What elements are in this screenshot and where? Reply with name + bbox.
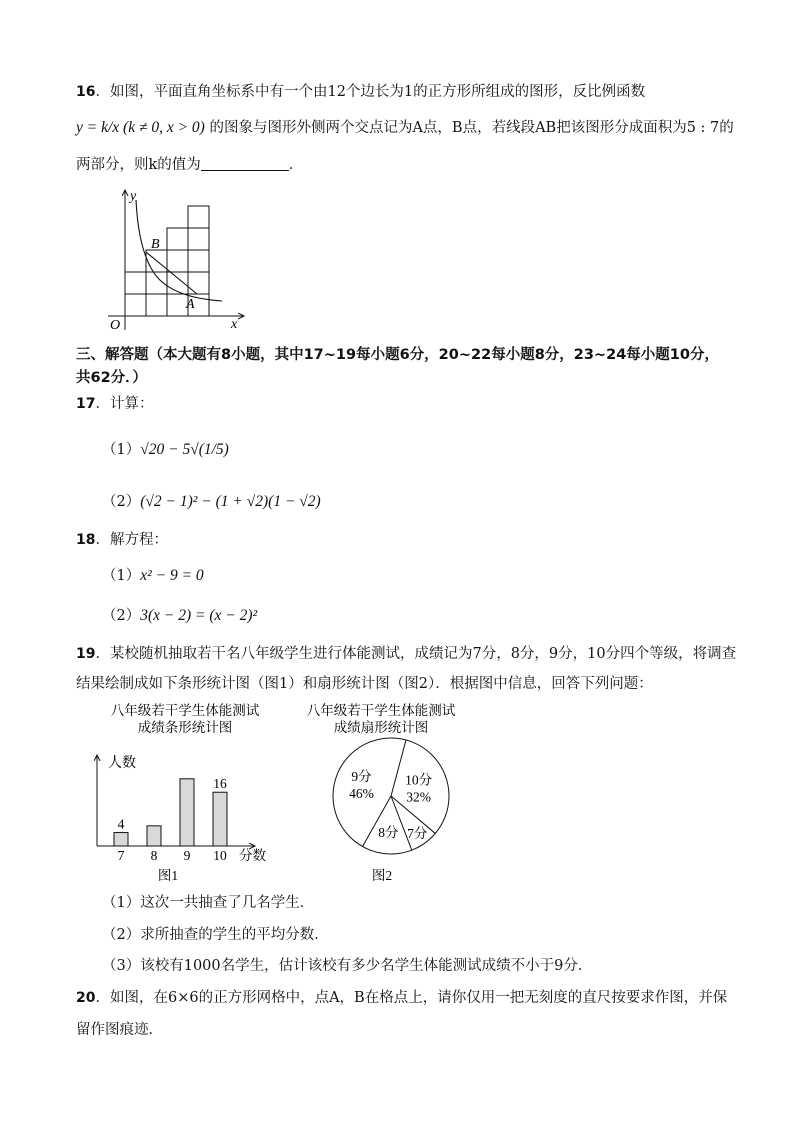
- pie-title: 八年级若干学生体能测试: [306, 703, 456, 718]
- pie-chart: [333, 738, 449, 854]
- pie-label: 8分: [378, 824, 399, 840]
- q16-text1: ．如图，平面直角坐标系中有一个由12个边长为1的正方形所组成的图形，反比例函数: [95, 84, 646, 100]
- q20-number: 20: [76, 990, 96, 1006]
- bar-tick-label: 10: [213, 848, 227, 863]
- q18-title: ．解方程：: [95, 532, 168, 548]
- bar-data-label: 16: [213, 776, 227, 792]
- q18-part1: （1）x² − 9 = 0: [102, 567, 204, 584]
- q19-sub3: （3）该校有1000名学生，估计该校有多少名学生体能测试成绩不小于9分．: [102, 958, 593, 974]
- q17-title-line: [76, 394, 153, 414]
- q17-part1: （1）√20 − 5√(1/5): [102, 441, 229, 458]
- section-3-header: 三、解答题（本大题有8小题，其中17~19每小题6分，20~22每小题8分，23~24每小题10分，: [76, 347, 719, 363]
- pie-subtitle: 成绩扇形统计图: [333, 720, 429, 735]
- q19-line2: 结果绘制成如下条形统计图（图1）和扇形统计图（图2）．根据图中信息，回答下列问题：: [76, 676, 653, 692]
- bar-tick-label: 9: [183, 848, 191, 863]
- q17-number: 17: [76, 396, 96, 412]
- pie-caption: 图2: [371, 868, 393, 883]
- answer-blank: [201, 156, 289, 171]
- label-x: x: [231, 317, 238, 332]
- q19-sub1: （1）这次一共抽查了几名学生．: [102, 895, 315, 911]
- bar-tick-label: 7: [117, 848, 125, 863]
- q19-number: 19: [76, 646, 96, 662]
- q16-line3: 两部分，则k的值为 ．: [76, 157, 304, 173]
- q17-expr1: √20 − 5√(1/5): [140, 441, 229, 458]
- q16-text2: 的图象与图形外侧两个交点记为A点，B点，若线段AB把该图形分成面积为5 : 7的: [204, 120, 734, 136]
- q20-line2: 留作图痕迹．: [76, 1022, 163, 1038]
- label-y: y: [130, 189, 137, 204]
- pie-label: 9分: [351, 768, 372, 784]
- q18-title-line: [76, 530, 168, 550]
- pie-label: 7分: [407, 825, 428, 841]
- q18-part2: （2）3(x − 2) = (x − 2)²: [102, 607, 258, 624]
- q19-line1: 19．某校随机抽取若干名八年级学生进行体能测试，成绩记为7分，8分，9分，10分四个等级，将调查: [76, 646, 737, 662]
- label-origin: O: [110, 318, 121, 333]
- q17-expr2: (√2 − 1)² − (1 + √2)(1 − √2): [140, 493, 321, 510]
- q16-line1: [76, 82, 645, 102]
- q18-eq2: 3(x − 2) = (x − 2)²: [140, 607, 258, 624]
- q17-part2: （2）(√2 − 1)² − (1 + √2)(1 − √2): [102, 493, 321, 510]
- q19-charts: [80, 698, 500, 888]
- q16-line2: [76, 118, 734, 138]
- q16-figure: [100, 185, 260, 335]
- label-a: A: [186, 297, 195, 312]
- q18-number: 18: [76, 532, 96, 548]
- q16-text3: 两部分，则k的值为: [76, 157, 201, 173]
- pie-value-label: 46%: [349, 785, 374, 801]
- bar-subtitle: 成绩条形统计图: [137, 720, 233, 735]
- bar-title: 八年级若干学生体能测试: [110, 703, 260, 718]
- bar-7: [114, 833, 128, 846]
- q20-line1: 20．如图，在6×6的正方形网格中，点A，B在格点上，请你仅用一把无刻度的直尺按要求作图，并保: [76, 990, 728, 1006]
- label-b: B: [151, 237, 160, 252]
- section-3-header-cont: 共62分．）: [76, 370, 147, 386]
- bar-series: [114, 776, 227, 863]
- pie-label: 10分: [405, 772, 433, 788]
- bar-xlabel: 分数: [239, 848, 266, 863]
- q18-eq1: x² − 9 = 0: [140, 567, 204, 584]
- q19-sub2: （2）求所抽查的学生的平均分数．: [102, 927, 329, 943]
- bar-caption: 图1: [157, 868, 179, 883]
- q16-function-formula: y = k/x (k ≠ 0, x > 0): [76, 119, 205, 136]
- pie-value-label: 32%: [406, 789, 432, 805]
- bar-data-label: 4: [117, 816, 125, 832]
- q16-number: 16: [76, 84, 96, 100]
- bar-ylabel: 人数: [108, 756, 136, 771]
- bar-9: [180, 779, 194, 846]
- bar-tick-label: 8: [150, 848, 158, 863]
- bar-10: [213, 792, 227, 846]
- q17-title: ．计算：: [95, 396, 154, 412]
- bar-8: [147, 826, 161, 846]
